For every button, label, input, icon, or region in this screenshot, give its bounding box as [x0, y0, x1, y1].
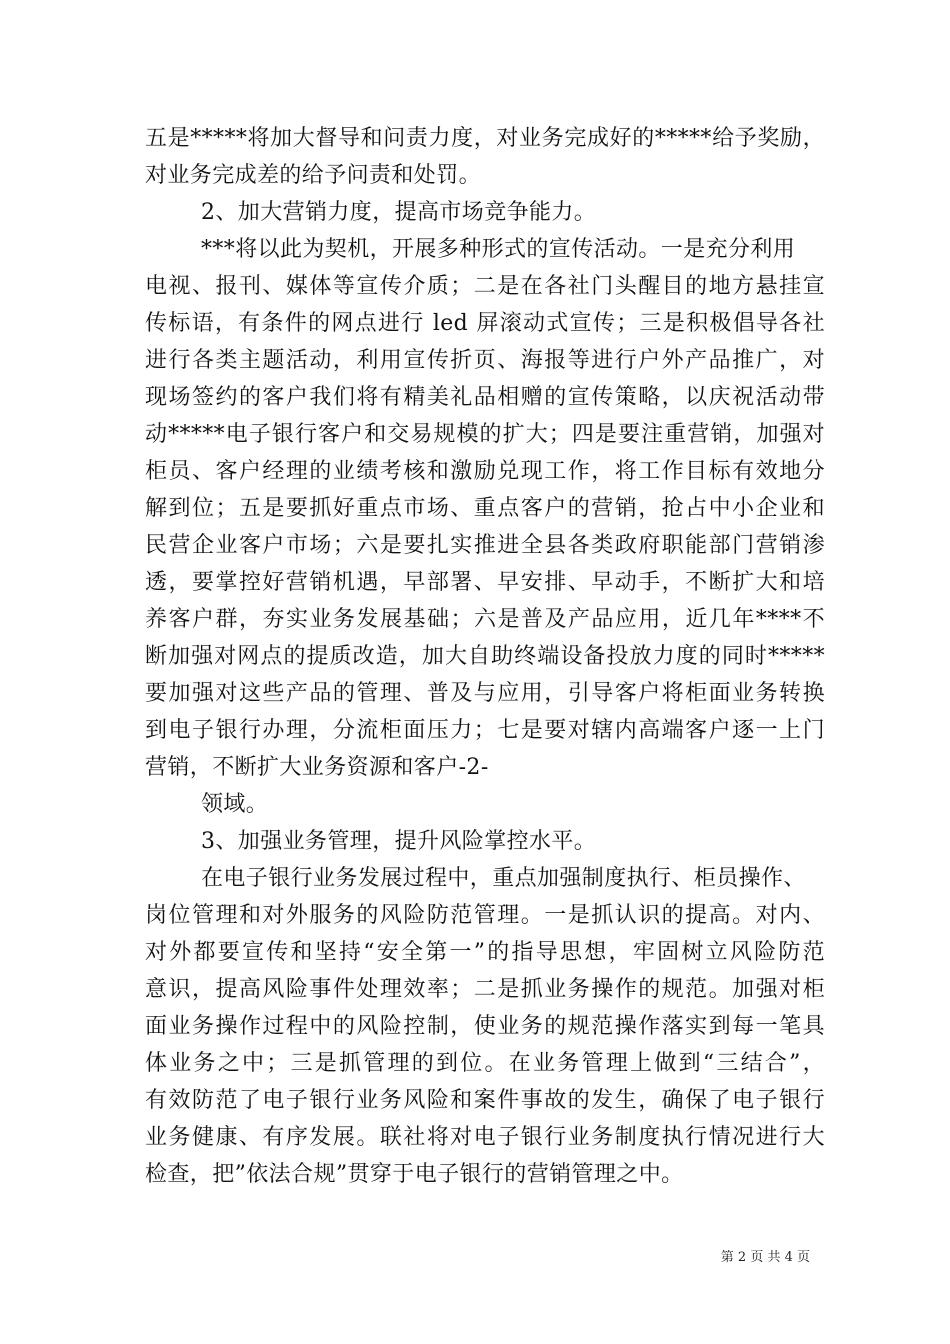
- text-line: 透，要掌控好营销机遇，早部署、早安排、早动手，不断扩大和培: [145, 570, 825, 595]
- text-line: 要加强对这些产品的管理、普及与应用，引导客户将柜面业务转换: [145, 681, 825, 706]
- paragraph-first-line: 在电子银行业务发展过程中，重点加强制度执行、柜员操作、: [201, 866, 806, 891]
- text-line: 解到位；五是要抓好重点市场、重点客户的营销，抢占中小企业和: [145, 496, 825, 521]
- text-line: 岗位管理和对外服务的风险防范管理。一是抓认识的提高。对内、: [145, 903, 825, 928]
- text-line: 民营企业客户市场；六是要扎实推进全县各类政府职能部门营销渗: [145, 533, 825, 558]
- paragraph-first-line: ***将以此为契机，开展多种形式的宣传活动。一是充分利用: [201, 237, 796, 262]
- text-line: 养客户群，夯实业务发展基础；六是普及产品应用，近几年****不: [145, 607, 825, 632]
- text-line: 对外都要宣传和坚持“安全第一”的指导思想，牢固树立风险防范: [145, 940, 825, 965]
- text-line: 进行各类主题活动，利用宣传折页、海报等进行户外产品推广，对: [145, 348, 825, 373]
- text-line: 电视、报刊、媒体等宣传介质；二是在各社门头醒目的地方悬挂宣: [145, 274, 825, 299]
- text-line: 断加强对网点的提质改造，加大自助终端设备投放力度的同时*****: [145, 644, 825, 669]
- text-line: 业务健康、有序发展。联社将对电子银行业务制度执行情况进行大: [145, 1125, 825, 1150]
- text-line: 五是*****将加大督导和问责力度，对业务完成好的*****给予奖励，: [145, 126, 825, 151]
- text-line: 营销，不断扩大业务资源和客户-2-: [145, 755, 489, 780]
- text-line: 现场签约的客户我们将有精美礼品相赠的宣传策略，以庆祝活动带: [145, 385, 825, 410]
- text-line: 动*****电子银行客户和交易规模的扩大；四是要注重营销，加强对: [145, 422, 825, 447]
- section-heading: 3、加强业务管理，提升风险掌控水平。: [201, 829, 597, 854]
- text-line: 传标语，有条件的网点进行 led 屏滚动式宣传；三是积极倡导各社: [145, 311, 825, 336]
- text-line: 领域。: [201, 792, 269, 817]
- text-line: 对业务完成差的给予问责和处罚。: [145, 163, 482, 188]
- section-heading: 2、加大营销力度，提高市场竞争能力。: [201, 200, 597, 225]
- text-line: 检查，把”依法合规”贯穿于电子银行的营销管理之中。: [145, 1162, 684, 1187]
- text-line: 面业务操作过程中的风险控制，使业务的规范操作落实到每一笔具: [145, 1014, 825, 1039]
- text-line: 到电子银行办理，分流柜面压力；七是要对辖内高端客户逐一上门: [145, 718, 825, 743]
- text-line: 体业务之中；三是抓管理的到位。在业务管理上做到“三结合”，: [145, 1051, 825, 1076]
- text-line: 有效防范了电子银行业务风险和案件事故的发生，确保了电子银行: [145, 1088, 825, 1113]
- page-number-footer: 第 2 页 共 4 页: [720, 1250, 810, 1265]
- document-body: [145, 120, 825, 1193]
- text-line: 柜员、客户经理的业绩考核和激励兑现工作，将工作目标有效地分: [145, 459, 825, 484]
- text-line: 意识，提高风险事件处理效率；二是抓业务操作的规范。加强对柜: [145, 977, 825, 1002]
